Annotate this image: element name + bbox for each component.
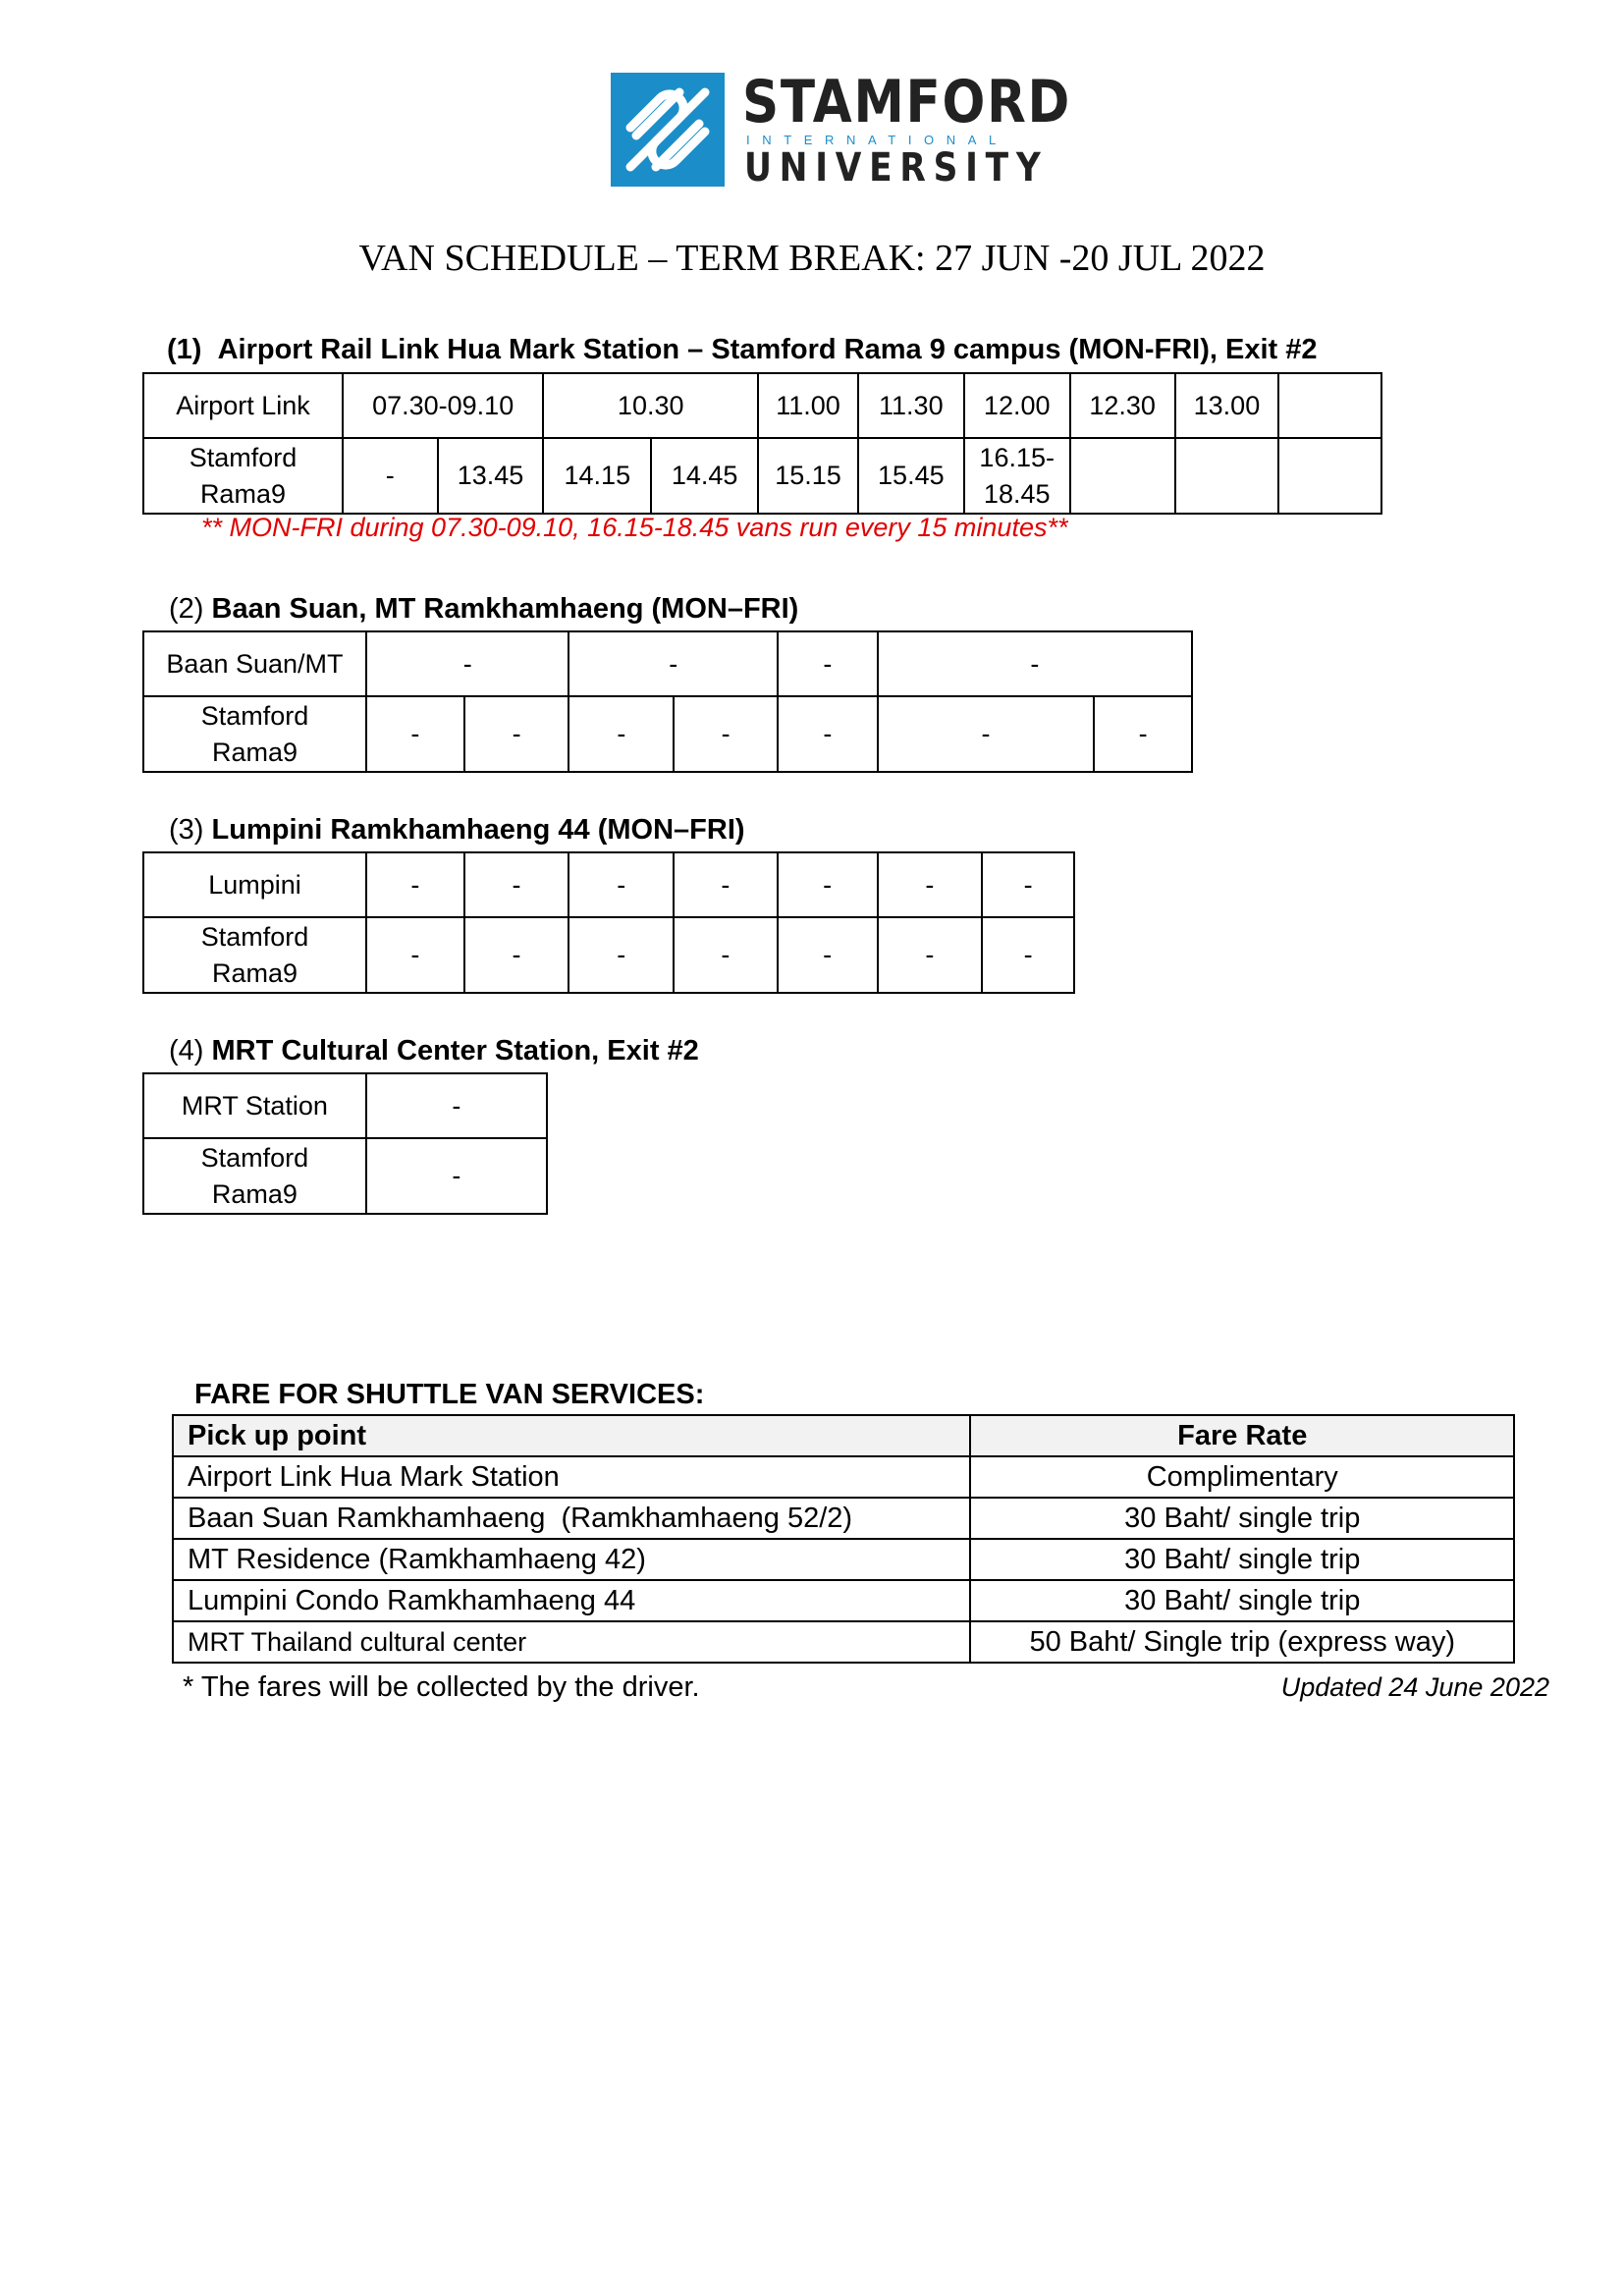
time-cell: - xyxy=(1094,696,1192,772)
time-cell: 11.00 xyxy=(758,373,858,438)
time-cell: - xyxy=(878,631,1192,696)
time-cell: - xyxy=(878,852,983,917)
time-cell: - xyxy=(568,917,674,993)
section-3-name: Lumpini Ramkhamhaeng 44 (MON–FRI) xyxy=(211,814,745,846)
table-row xyxy=(173,1456,1514,1498)
time-cell: - xyxy=(366,696,464,772)
time-cell: - xyxy=(366,917,464,993)
time-cell: - xyxy=(674,696,778,772)
time-cell: - xyxy=(778,631,878,696)
fare-col-rate: Fare Rate xyxy=(970,1415,1514,1456)
updated-date: Updated 24 June 2022 xyxy=(1280,1672,1549,1702)
time-cell: - xyxy=(778,852,878,917)
table-row xyxy=(143,917,1074,993)
time-cell: 14.45 xyxy=(651,438,758,514)
table-row xyxy=(173,1498,1514,1539)
logo-mark-icon xyxy=(611,73,725,187)
fare-heading: FARE FOR SHUTTLE VAN SERVICES: xyxy=(194,1379,705,1410)
section-1-title xyxy=(167,334,1318,366)
time-cell: - xyxy=(778,917,878,993)
row-label: MRT Station xyxy=(143,1073,366,1138)
table-row xyxy=(143,438,1381,514)
row-label: Airport Link xyxy=(143,373,343,438)
row-label: Stamford Rama9 xyxy=(143,917,366,993)
section-2-name: Baan Suan, MT Ramkhamhaeng (MON–FRI) xyxy=(211,593,799,625)
section-3-number: (3) xyxy=(169,814,204,846)
time-cell: - xyxy=(366,1073,547,1138)
table-row xyxy=(173,1415,1514,1456)
section-4-number: (4) xyxy=(169,1035,204,1066)
section-4-title xyxy=(169,1035,699,1067)
time-cell: - xyxy=(464,852,569,917)
table-row xyxy=(143,1073,547,1138)
time-cell xyxy=(1070,438,1175,514)
time-cell: - xyxy=(464,696,569,772)
fare-table xyxy=(172,1414,1515,1664)
time-cell: - xyxy=(982,852,1074,917)
time-cell: - xyxy=(568,852,674,917)
time-cell: - xyxy=(568,696,674,772)
row-label: Stamford Rama9 xyxy=(143,696,366,772)
section-1-number: (1) xyxy=(167,334,202,365)
time-cell: - xyxy=(982,917,1074,993)
fare-rate: 30 Baht/ single trip xyxy=(970,1498,1514,1539)
fare-pickup: MRT Thailand cultural center xyxy=(173,1621,970,1663)
time-cell: - xyxy=(366,1138,547,1214)
table-row xyxy=(143,1138,547,1214)
time-cell: - xyxy=(366,852,464,917)
section-2-number: (2) xyxy=(169,593,204,625)
fare-footnote: * The fares will be collected by the driver. xyxy=(183,1671,700,1703)
fare-rate: Complimentary xyxy=(970,1456,1514,1498)
schedule-table-2 xyxy=(142,630,1193,773)
table-row xyxy=(173,1621,1514,1663)
time-cell: - xyxy=(464,917,569,993)
section-4-name: MRT Cultural Center Station, Exit #2 xyxy=(211,1035,699,1066)
time-cell: 10.30 xyxy=(543,373,758,438)
time-cell xyxy=(1175,438,1279,514)
row-label: Lumpini xyxy=(143,852,366,917)
time-cell: 15.45 xyxy=(858,438,964,514)
time-cell: 11.30 xyxy=(858,373,964,438)
row-label: Stamford Rama9 xyxy=(143,1138,366,1214)
section-1-name: Airport Rail Link Hua Mark Station – Stamford Rama 9 campus (MON-FRI), Exit #2 xyxy=(217,334,1318,365)
row-label: Stamford Rama9 xyxy=(143,438,343,514)
row-label: Baan Suan/MT xyxy=(143,631,366,696)
fare-rate: 50 Baht/ Single trip (express way) xyxy=(970,1621,1514,1663)
time-cell: 12.00 xyxy=(964,373,1070,438)
time-cell: 12.30 xyxy=(1070,373,1175,438)
time-cell: - xyxy=(366,631,569,696)
schedule-table-3 xyxy=(142,851,1075,994)
university-logo xyxy=(611,68,1072,191)
schedule-table-4 xyxy=(142,1072,548,1215)
schedule-note: ** MON-FRI during 07.30-09.10, 16.15-18.45 vans run every 15 minutes** xyxy=(201,513,1068,542)
fare-col-pickup: Pick up point xyxy=(173,1415,970,1456)
table-row xyxy=(143,373,1381,438)
fare-pickup: Baan Suan Ramkhamhaeng (Ramkhamhaeng 52/2) xyxy=(173,1498,970,1539)
section-2-title xyxy=(169,593,798,626)
table-row xyxy=(143,852,1074,917)
fare-rate: 30 Baht/ single trip xyxy=(970,1539,1514,1580)
fare-pickup: Lumpini Condo Ramkhamhaeng 44 xyxy=(173,1580,970,1621)
table-row xyxy=(173,1539,1514,1580)
time-cell: - xyxy=(878,696,1094,772)
table-row xyxy=(173,1580,1514,1621)
time-cell xyxy=(1278,438,1381,514)
time-cell xyxy=(1278,373,1381,438)
time-cell: 15.15 xyxy=(758,438,858,514)
time-cell: 13.45 xyxy=(438,438,544,514)
time-cell: - xyxy=(343,438,438,514)
schedule-table-1 xyxy=(142,372,1382,515)
time-cell: 14.15 xyxy=(543,438,651,514)
fare-rate: 30 Baht/ single trip xyxy=(970,1580,1514,1621)
time-cell: 13.00 xyxy=(1175,373,1279,438)
time-cell: - xyxy=(778,696,878,772)
section-3-title xyxy=(169,814,745,847)
fare-pickup: MT Residence (Ramkhamhaeng 42) xyxy=(173,1539,970,1580)
time-cell: - xyxy=(674,852,778,917)
table-row xyxy=(143,631,1192,696)
time-cell: - xyxy=(878,917,983,993)
time-cell: - xyxy=(674,917,778,993)
logo-line2: INTERNATIONAL xyxy=(746,133,1008,147)
time-cell: 07.30-09.10 xyxy=(343,373,543,438)
table-row xyxy=(143,696,1192,772)
time-cell: - xyxy=(568,631,778,696)
logo-line1: STAMFORD xyxy=(742,68,1072,137)
fare-pickup: Airport Link Hua Mark Station xyxy=(173,1456,970,1498)
logo-line3: UNIVERSITY xyxy=(744,145,1049,191)
page-title: VAN SCHEDULE – TERM BREAK: 27 JUN -20 JUL 2022 xyxy=(358,238,1266,279)
time-cell: 16.15-18.45 xyxy=(964,438,1070,514)
